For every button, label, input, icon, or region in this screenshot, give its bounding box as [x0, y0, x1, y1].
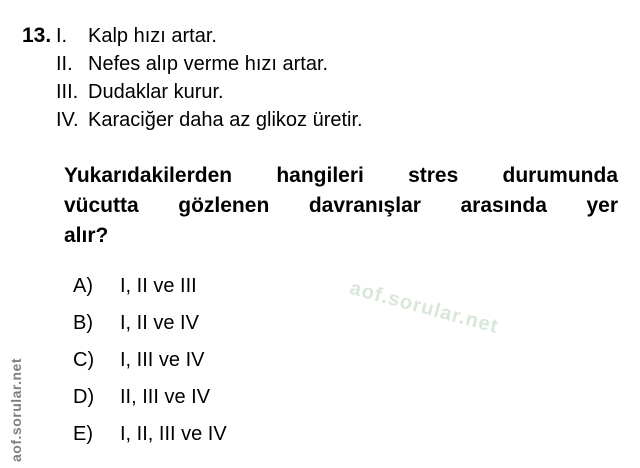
- option-text: II, III ve IV: [120, 386, 211, 408]
- premise-numeral: III.: [56, 81, 79, 103]
- watermark-vertical: aof.sorular.net: [8, 358, 24, 462]
- option-letter: C): [73, 349, 95, 371]
- option-letter: E): [73, 423, 93, 445]
- premise-item-4: [56, 106, 616, 134]
- option-letter: B): [73, 312, 93, 334]
- stem-line-3: alır?: [64, 224, 109, 247]
- option-text: I, II ve III: [120, 275, 197, 297]
- question-number: 13.: [22, 24, 52, 47]
- premise-item-3: [56, 78, 616, 106]
- option-text: I, III ve IV: [120, 349, 205, 371]
- watermark-diagonal: aof.sorular.net: [347, 277, 501, 338]
- option-letter: A): [73, 275, 93, 297]
- question-stem: [64, 161, 618, 251]
- premise-item-2: [56, 50, 616, 78]
- premise-numeral: II.: [56, 53, 73, 75]
- premise-text: Dudaklar kurur.: [88, 81, 224, 103]
- option-letter: D): [73, 386, 95, 408]
- stem-line-1: Yukarıdakilerden hangileri stres durumunda: [64, 164, 618, 187]
- premise-text: Kalp hızı artar.: [88, 25, 217, 47]
- option-text: I, II ve IV: [120, 312, 199, 334]
- option-text: I, II, III ve IV: [120, 423, 227, 445]
- premise-list: [56, 22, 616, 134]
- premise-numeral: IV.: [56, 109, 79, 131]
- stem-line-2: vücutta gözlenen davranışlar arasında yer: [64, 194, 618, 217]
- premise-text: Nefes alıp verme hızı artar.: [88, 53, 329, 75]
- option-e: [73, 416, 473, 453]
- option-c: [73, 342, 473, 379]
- option-d: [73, 379, 473, 416]
- premise-item-1: [56, 22, 616, 50]
- premise-numeral: I.: [56, 25, 68, 47]
- premise-text: Karaciğer daha az glikoz üretir.: [88, 109, 363, 131]
